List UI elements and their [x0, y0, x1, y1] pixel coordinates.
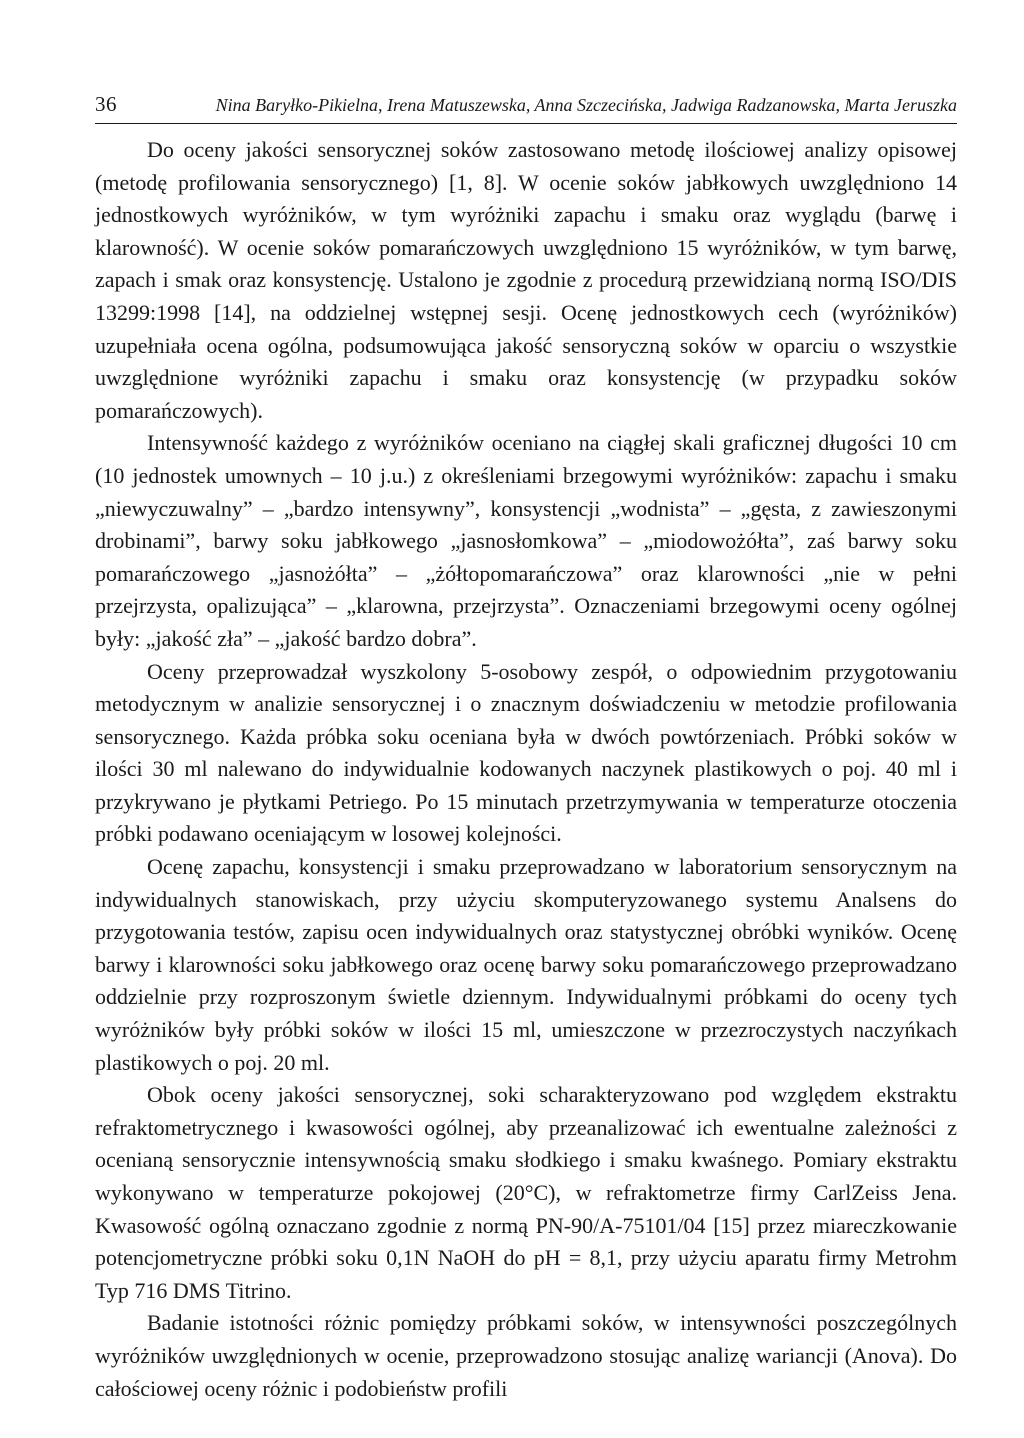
- paragraph-panel: Oceny przeprowadzał wyszkolony 5-osobowy zespół, o odpowiednim przygotowaniu metodycznym w analizie sensorycznej i o znacznym doświadczeniu w metodzie profilowania sensorycznego. Każda próbka soku oceniana była w dwóch powtórzeniach. Próbki soków w ilości 30 ml nalewano do indywidualnie kodowanych naczynek plastikowych o poj. 40 ml i przykrywano je płytkami Petriego. Po 15 minutach przetrzymywania w temperaturze otoczenia próbki podawano oceniającym w losowej kolejności.: [95, 658, 957, 847]
- paragraph-laboratory: Ocenę zapachu, konsystencji i smaku przeprowadzano w laboratorium sensorycznym na indywidualnych stanowiskach, przy użyciu skomputeryzowanego systemu Analsens do przygotowania testów, zapisu ocen indywidualnych oraz statystycznej obróbki wyników. Ocenę barwy i klarowności soku jabłkowego oraz ocenę barwy soku pomarańczowego przeprowadzano oddzielnie przy rozproszonym świetle dziennym. Indywidualnymi próbkami do oceny tych wyróżników były próbki soków w ilości 15 ml, umieszczone w przezroczystych naczyńkach plastikowych o poj. 20 ml.: [95, 854, 957, 1075]
- body-text: [95, 134, 957, 1405]
- paragraph-intensity-scale: Intensywność każdego z wyróżników oceniano na ciągłej skali graficznej długości 10 cm (10 jednostek umownych – 10 j.u.) z określeniami brzegowymi wyróżników: zapachu i smaku „niewyczuwalny” – „bardzo intensywny”, konsystencji „wodnista” – „gęsta, z zawieszonymi drobinami”, barwy soku jabłkowego „jasnosłomkowa” – „miodowożółta”, zaś barwy soku pomarańczowego „jasnożółta” – „żółtopomarańczowa” oraz klarowności „nie w pełni przejrzysta, opalizująca” – „klarowna, przejrzysta”. Oznaczeniami brzegowymi oceny ogólnej były: „jakość zła” – „jakość bardzo dobra”.: [95, 430, 957, 651]
- paragraph-chemical-analysis: Obok oceny jakości sensorycznej, soki scharakteryzowano pod względem ekstraktu refraktometrycznego i kwasowości ogólnej, aby przeanalizować ich ewentualne zależności z ocenianą sensorycznie intensywnością smaku słodkiego i smaku kwaśnego. Pomiary ekstraktu wykonywano w temperaturze pokojowej (20°C), w refraktometrze firmy CarlZeiss Jena. Kwasowość ogólną oznaczano zgodnie z normą PN-90/A-75101/04 [15] przez miareczkowanie potencjometryczne próbki soku 0,1N NaOH do pH = 8,1, przy użyciu aparatu firmy Metrohm Typ 716 DMS Titrino.: [95, 1082, 957, 1303]
- page-number: 36: [95, 92, 117, 116]
- running-head: [95, 92, 957, 124]
- running-head-authors: Nina Baryłko-Pikielna, Irena Matuszewska, Anna Szczecińska, Jadwiga Radzanowska, Marta Jeruszka: [215, 95, 957, 115]
- paragraph-statistics: Badanie istotności różnic pomiędzy próbkami soków, w intensywności poszczególnych wyróżników uwzględnionych w ocenie, przeprowadzono stosując analizę wariancji (Anova). Do całościowej oceny różnic i podobieństw profili: [95, 1310, 957, 1401]
- paragraph-sensory-method: Do oceny jakości sensorycznej soków zastosowano metodę ilościowej analizy opisowej (metodę profilowania sensorycznego) [1, 8]. W ocenie soków jabłkowych uwzględniono 14 jednostkowych wyróżników, w tym wyróżniki zapachu i smaku oraz wyglądu (barwę i klarowność). W ocenie soków pomarańczowych uwzględniono 15 wyróżników, w tym barwę, zapach i smak oraz konsystencję. Ustalono je zgodnie z procedurą przewidzianą normą ISO/DIS 13299:1998 [14], na oddzielnej wstępnej sesji. Ocenę jednostkowych cech (wyróżników) uzupełniała ocena ogólna, podsumowująca jakość sensoryczną soków w oparciu o wszystkie uwzględnione wyróżniki zapachu i smaku oraz konsystencję (w przypadku soków pomarańczowych).: [95, 137, 957, 423]
- journal-page: [95, 92, 957, 1405]
